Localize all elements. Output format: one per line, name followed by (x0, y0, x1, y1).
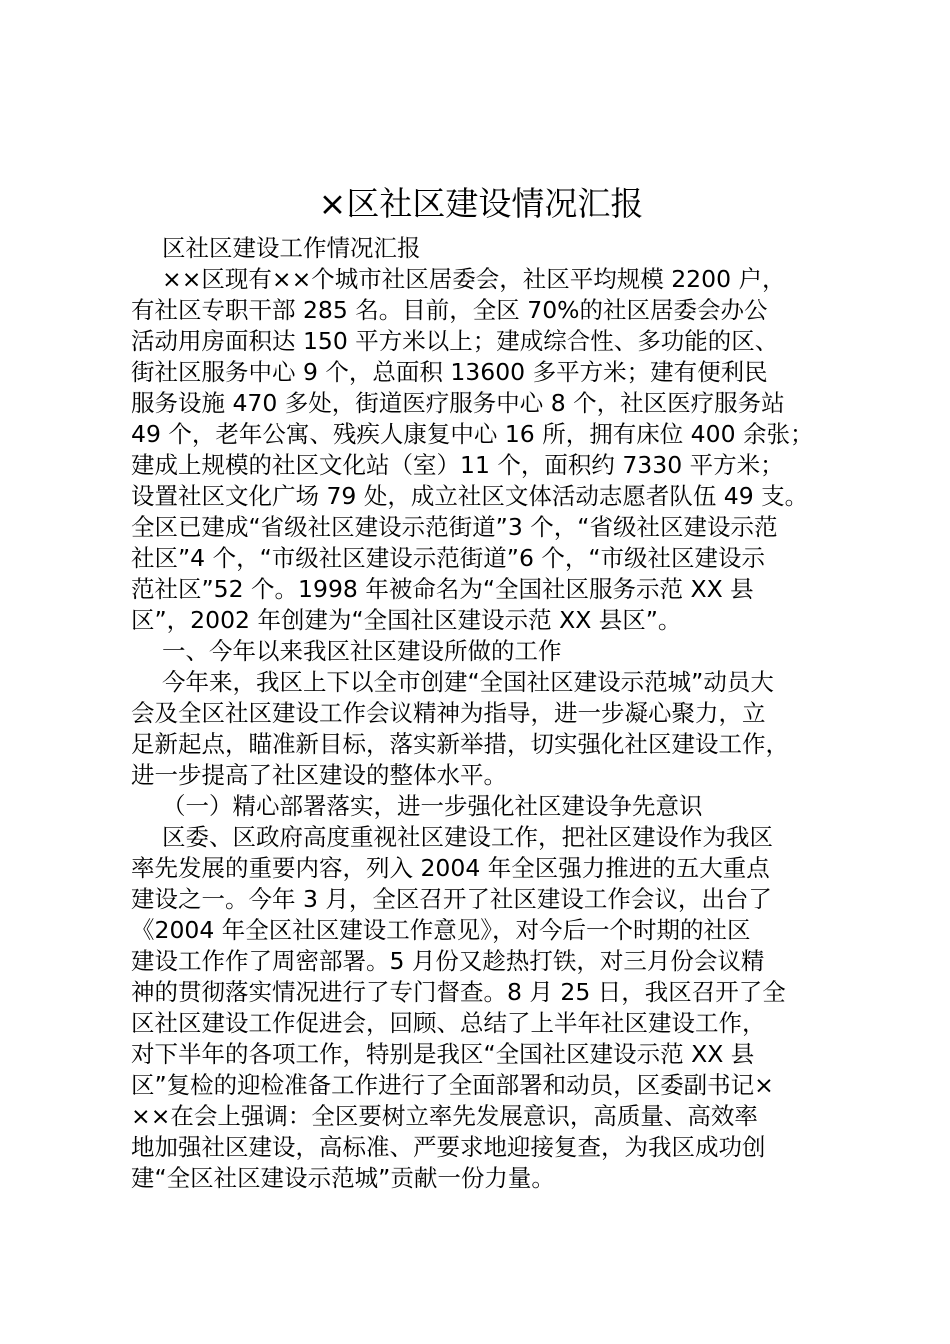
paragraph-line: 有社区专职干部 285 名。目前，全区 70%的社区居委会办公 (131, 296, 768, 324)
paragraph-line: 《2004 年全区社区建设工作意见》，对今后一个时期的社区 (131, 916, 751, 944)
paragraph-line: 建成上规模的社区文化站（室）11 个，面积约 7330 平方米； (131, 451, 784, 479)
paragraph-line: 会及全区社区建设工作会议精神为指导，进一步凝心聚力，立 (131, 699, 766, 727)
paragraph-line: 建设之一。今年 3 月，全区召开了社区建设工作会议，出台了 (131, 885, 772, 913)
paragraph-line: 神的贯彻落实情况进行了专门督查。8 月 25 日，我区召开了全 (131, 978, 786, 1006)
paragraph-line: 活动用房面积达 150 平方米以上；建成综合性、多功能的区、 (131, 327, 779, 355)
paragraph-line: 范社区”52 个。1998 年被命名为“全国社区服务示范 XX 县 (131, 575, 754, 603)
paragraph-line: 区”复检的迎检准备工作进行了全面部署和动员，区委副书记× (131, 1071, 774, 1099)
paragraph-line: 建“全区社区建设示范城”贡献一份力量。 (131, 1164, 555, 1192)
section-heading: 一、今年以来我区社区建设所做的工作 (162, 637, 562, 665)
paragraph-line: 率先发展的重要内容，列入 2004 年全区强力推进的五大重点 (131, 854, 770, 882)
paragraph-line: 今年来，我区上下以全市创建“全国社区建设示范城”动员大 (162, 668, 774, 696)
paragraph-line: 进一步提高了社区建设的整体水平。 (131, 761, 507, 789)
subsection-heading: （一）精心部署落实，进一步强化社区建设争先意识 (162, 792, 703, 820)
paragraph-line: 区委、区政府高度重视社区建设工作，把社区建设作为我区 (162, 823, 773, 851)
paragraph-line: 地加强社区建设，高标准、严要求地迎接复查，为我区成功创 (131, 1133, 766, 1161)
paragraph-line: ××区现有××个城市社区居委会，社区平均规模 2200 户， (162, 265, 786, 293)
document-title: ×区社区建设情况汇报 (318, 184, 644, 223)
paragraph-line: 足新起点，瞄准新目标，落实新举措，切实强化社区建设工作， (131, 730, 789, 758)
paragraph-line: 区社区建设工作促进会，回顾、总结了上半年社区建设工作， (131, 1009, 766, 1037)
paragraph-line: 建设工作作了周密部署。5 月份又趁热打铁，对三月份会议精 (131, 947, 765, 975)
paragraph-line: 对下半年的各项工作，特别是我区“全国社区建设示范 XX 县 (131, 1040, 755, 1068)
paragraph-line: 设置社区文化广场 79 处，成立社区文体活动志愿者队伍 49 支。 (131, 482, 809, 510)
subtitle-line: 区社区建设工作情况汇报 (162, 234, 421, 262)
paragraph-line: 全区已建成“省级社区建设示范街道”3 个，“省级社区建设示范 (131, 513, 778, 541)
paragraph-line: 49 个，老年公寓、残疾人康复中心 16 所，拥有床位 400 余张； (131, 420, 814, 448)
paragraph-line: 区”，2002 年创建为“全国社区建设示范 XX 县区”。 (131, 606, 682, 634)
paragraph-line: 街社区服务中心 9 个，总面积 13600 多平方米；建有便利民 (131, 358, 768, 386)
paragraph-line: 社区”4 个，“市级社区建设示范街道”6 个，“市级社区建设示 (131, 544, 766, 572)
paragraph-line: 服务设施 470 多处，街道医疗服务中心 8 个，社区医疗服务站 (131, 389, 785, 417)
paragraph-line: ××在会上强调：全区要树立率先发展意识，高质量、高效率 (131, 1102, 758, 1130)
